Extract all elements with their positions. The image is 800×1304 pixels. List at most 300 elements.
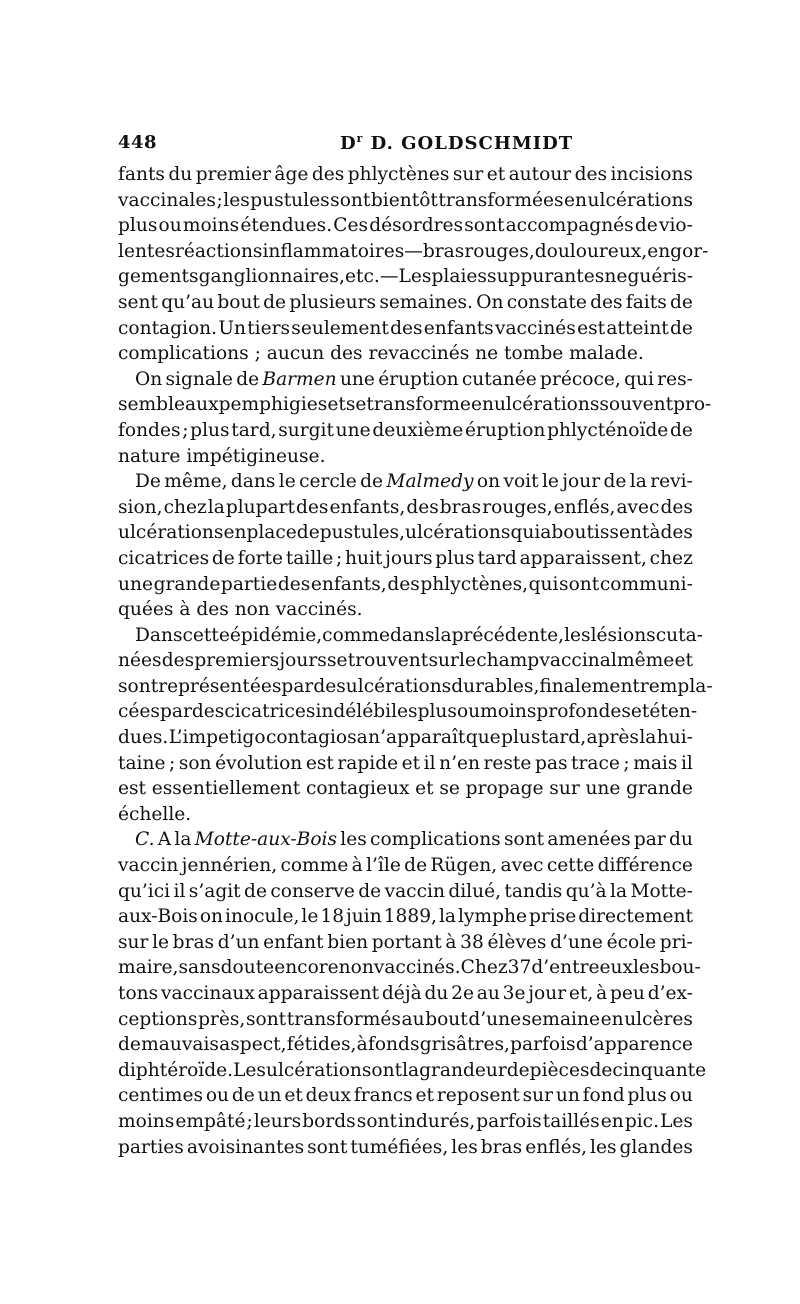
text-line <box>118 648 693 674</box>
word: de <box>670 317 693 339</box>
text-line <box>118 162 693 188</box>
word: des <box>196 599 235 621</box>
word: revi- <box>650 471 693 493</box>
word: ulcérations <box>345 675 452 697</box>
word: ulcérations <box>587 189 693 211</box>
word: profondes <box>536 701 631 723</box>
word: d’ex- <box>647 983 693 1004</box>
word: Les <box>398 266 432 288</box>
word: finalement <box>539 675 640 697</box>
word: près, <box>198 1008 246 1030</box>
word: en <box>470 394 494 416</box>
word: nature <box>118 445 187 467</box>
word: qu’à <box>565 880 607 902</box>
text-line <box>118 699 698 725</box>
word: res- <box>657 368 693 390</box>
word: et <box>674 650 693 672</box>
word: tons <box>118 983 159 1004</box>
word: cette <box>546 855 595 877</box>
word: faits <box>625 291 667 313</box>
word: par <box>281 675 314 697</box>
word: rouges, <box>464 240 535 262</box>
word: autour <box>508 164 572 185</box>
word: parfois <box>476 1110 542 1132</box>
word: encore <box>274 957 339 979</box>
word: avoisinantes <box>186 1136 305 1158</box>
word: épidémie, <box>229 624 323 646</box>
word: vaccinales <box>118 189 216 211</box>
word: douloureux, <box>534 240 648 262</box>
word: on <box>199 906 224 928</box>
text-line <box>118 1083 693 1109</box>
word: fétides, <box>286 1034 357 1056</box>
text-line <box>118 495 693 521</box>
word: cicatrices <box>224 701 316 723</box>
word: tandis <box>504 880 563 902</box>
word: du <box>424 983 449 1004</box>
word: l’île <box>366 855 401 877</box>
word: bou- <box>659 957 701 979</box>
word: cette <box>182 624 230 646</box>
page-header <box>118 132 693 158</box>
word: et <box>486 164 506 185</box>
word: ; <box>246 1110 253 1132</box>
word: sent <box>118 291 158 313</box>
word: inflammatoires <box>262 240 405 262</box>
word: la <box>639 727 657 749</box>
text-line <box>118 367 693 393</box>
word: d’une <box>468 1008 522 1030</box>
word: engor- <box>647 240 709 262</box>
word: maire, <box>118 957 179 979</box>
word: ou <box>456 701 481 723</box>
word: suppurantes <box>487 266 605 288</box>
text-line <box>118 469 693 495</box>
word: bout <box>425 1008 468 1030</box>
word: de <box>670 291 693 313</box>
word: une <box>585 778 621 800</box>
word: amenées <box>547 829 631 851</box>
word: premier <box>195 164 271 185</box>
word: le <box>459 650 476 672</box>
running-title-name: D. GOLDSCHMIDT <box>363 133 574 154</box>
word: ulcères <box>624 1008 693 1030</box>
text-line <box>118 623 703 649</box>
word: incisions <box>610 164 693 185</box>
word: pemphigies <box>218 394 328 416</box>
text-line <box>118 674 713 700</box>
word: éruption <box>465 419 546 441</box>
word: bientôt <box>370 189 438 211</box>
word: sur <box>452 164 484 185</box>
word: centimes <box>118 1085 203 1107</box>
word: ; <box>169 752 176 774</box>
word: et <box>284 1085 303 1107</box>
word: des <box>660 496 693 518</box>
word: au <box>476 983 500 1004</box>
word: contagieux <box>305 778 410 800</box>
word: qui <box>528 573 559 595</box>
word: jours <box>279 650 327 672</box>
word: la <box>402 1059 420 1081</box>
word: qu’ici <box>118 880 171 902</box>
text-line <box>118 904 693 930</box>
word: le <box>152 931 170 953</box>
word: élèves <box>487 931 547 953</box>
word: fondes <box>118 419 181 441</box>
word: champ <box>476 650 540 672</box>
word: mauvais <box>141 1034 219 1056</box>
word: rempla- <box>639 675 713 697</box>
word: du <box>669 829 693 851</box>
word: directement <box>578 906 693 928</box>
word: sur <box>522 1085 554 1107</box>
word: jours <box>385 547 433 569</box>
word: 37 <box>507 957 532 979</box>
word: un <box>555 1085 580 1107</box>
word: éten- <box>649 701 698 723</box>
word: plus <box>435 547 475 569</box>
word: plusieurs <box>289 291 377 313</box>
word: des <box>590 291 623 313</box>
word: les <box>590 1136 617 1158</box>
word: comme <box>280 855 349 877</box>
word: le <box>301 906 319 928</box>
word: des <box>406 496 439 518</box>
word: pustules, <box>319 522 405 544</box>
word: qui <box>624 368 654 390</box>
word: une <box>339 368 375 390</box>
word: taillés <box>542 1110 600 1132</box>
word: accompagnés <box>505 215 634 237</box>
word: aucun <box>266 343 331 365</box>
word: durables, <box>451 675 540 697</box>
text-line <box>118 1032 693 1058</box>
word: De <box>135 471 161 493</box>
word: ; <box>254 343 267 365</box>
word: sans <box>178 957 221 979</box>
word: des <box>311 164 345 185</box>
word: de <box>634 215 658 237</box>
word: bras <box>422 240 465 262</box>
word: pic. <box>624 1110 660 1132</box>
word: Motte- <box>630 880 693 902</box>
word: vaccinés. <box>373 957 461 979</box>
word: de <box>244 880 267 902</box>
word: transformés <box>286 1008 401 1030</box>
word: des <box>161 650 195 672</box>
word: réactions <box>174 240 263 262</box>
word: sont <box>464 215 505 237</box>
word: les <box>632 957 660 979</box>
word: L’impetigo <box>168 727 266 749</box>
word: grande <box>626 778 693 800</box>
word: différence <box>597 855 693 877</box>
word: vaccin <box>384 880 445 902</box>
word: ulcérations <box>493 394 600 416</box>
word: une <box>118 573 153 595</box>
word: impétigineuse. <box>186 445 326 467</box>
word: représentées <box>158 675 282 697</box>
text-line <box>118 930 693 956</box>
word: etc. <box>344 266 380 288</box>
word: que <box>465 727 501 749</box>
word: contagiosa <box>265 727 368 749</box>
word: huit <box>345 547 383 569</box>
word: des <box>387 573 420 595</box>
word: bout <box>217 291 260 313</box>
word: Les <box>660 1110 693 1132</box>
word: C. <box>135 829 155 851</box>
word: sur <box>428 650 459 672</box>
word: de <box>506 1059 530 1081</box>
word: à <box>356 1034 368 1056</box>
word: vaccin <box>118 855 179 877</box>
word: moins <box>182 215 240 237</box>
word: on <box>476 471 501 493</box>
word: 2e <box>451 983 474 1004</box>
word: atteint <box>606 317 669 339</box>
word: sur <box>118 931 149 953</box>
word: d’un <box>217 931 260 953</box>
word: deux <box>305 1085 352 1107</box>
word: cutanée <box>461 368 537 390</box>
word: fond <box>582 1085 625 1107</box>
word: d’entre <box>531 957 600 979</box>
word: par <box>159 701 192 723</box>
word: des <box>313 675 346 697</box>
word: ont <box>371 1059 403 1081</box>
word: peu <box>610 983 645 1004</box>
word: la <box>610 880 628 902</box>
word: de <box>211 547 235 569</box>
word: déjà <box>381 983 422 1004</box>
word: moins <box>118 1110 175 1132</box>
text-line <box>118 1007 693 1033</box>
running-title <box>340 132 573 154</box>
word: aux <box>185 394 219 416</box>
word: sont <box>307 1136 348 1158</box>
word: il <box>680 752 693 774</box>
page-number: 448 <box>118 132 158 153</box>
word: des <box>660 522 693 544</box>
word: eux <box>599 957 633 979</box>
word: ulcérations <box>118 522 224 544</box>
word: et <box>630 701 650 723</box>
word: plus <box>118 215 158 237</box>
word: ou <box>669 1085 693 1107</box>
word: rapide <box>337 752 399 774</box>
word: et <box>415 1085 434 1107</box>
word: inocule, <box>225 906 300 928</box>
word: ; <box>216 189 223 211</box>
word: jour <box>528 983 567 1004</box>
word: à <box>596 983 608 1004</box>
word: prise <box>528 906 577 928</box>
word: communi- <box>599 573 693 595</box>
word: cées <box>118 701 160 723</box>
word: tombe <box>504 343 570 365</box>
word: le <box>278 471 296 493</box>
word: Ces <box>333 215 369 237</box>
word: de <box>360 471 384 493</box>
word: dilué, <box>448 880 502 902</box>
word: apparaissent, <box>519 547 647 569</box>
word: transforme <box>366 394 471 416</box>
word: lentes <box>118 240 175 262</box>
text-line <box>118 418 693 444</box>
word: bras <box>439 496 482 518</box>
word: Chez <box>460 957 508 979</box>
word: indurés, <box>398 1110 476 1132</box>
word: forte <box>237 547 284 569</box>
word: en <box>600 1008 624 1030</box>
text-line <box>118 188 693 214</box>
word: propage <box>465 778 544 800</box>
word: plupart <box>225 496 296 518</box>
word: ; <box>182 419 189 441</box>
word: fonds <box>367 1034 420 1056</box>
word: est <box>305 752 334 774</box>
word: constate <box>506 291 587 313</box>
word: aboutissent <box>540 522 650 544</box>
word: dans <box>230 471 276 493</box>
word: cuta- <box>655 624 703 646</box>
word: à <box>351 855 363 877</box>
word: école <box>606 931 657 953</box>
word: qui <box>510 522 541 544</box>
word: non <box>234 599 276 621</box>
word: quées <box>118 599 180 621</box>
word: deuxième <box>372 419 464 441</box>
word: au <box>401 1008 425 1030</box>
word: la <box>174 829 192 851</box>
word: souvent <box>599 394 674 416</box>
text-line <box>118 955 701 981</box>
word: voit <box>503 471 539 493</box>
word: A <box>157 829 172 851</box>
text-line <box>118 1058 707 1084</box>
word: sont <box>330 189 371 211</box>
word: Barmen <box>262 368 337 390</box>
word: contagion. <box>118 317 218 339</box>
word: ne <box>604 266 628 288</box>
text-line <box>118 597 693 623</box>
word: enfants <box>423 317 494 339</box>
word: phlyctènes <box>347 164 450 185</box>
word: enfants, <box>329 496 406 518</box>
word: s’agit <box>188 880 241 902</box>
word: d’une <box>550 931 603 953</box>
word: de <box>236 368 260 390</box>
word: ulcérations <box>405 522 511 544</box>
word: enflés, <box>525 1136 588 1158</box>
word: ceptions <box>118 1008 198 1030</box>
text-line <box>118 213 693 239</box>
text-line <box>118 853 693 879</box>
word: revaccinés <box>368 343 476 365</box>
word: des <box>390 317 423 339</box>
word: semaine <box>521 1008 600 1030</box>
word: étendues. <box>240 215 333 237</box>
word: seulement <box>291 317 389 339</box>
word: tiers <box>247 317 291 339</box>
word: après <box>586 727 639 749</box>
word: sur <box>549 778 580 800</box>
word: cinquante <box>612 1059 707 1081</box>
word: tard, <box>540 727 587 749</box>
word: de <box>296 522 320 544</box>
word: avec <box>616 496 660 518</box>
word: sion, <box>118 496 163 518</box>
word: juin <box>346 906 382 928</box>
word: semaines. <box>379 291 473 313</box>
word: cercle <box>299 471 357 493</box>
word: mais <box>633 752 678 774</box>
word: sont <box>245 1008 287 1030</box>
word: dues. <box>118 727 169 749</box>
word: et <box>415 778 434 800</box>
word: complications <box>118 343 255 365</box>
word: des <box>296 496 329 518</box>
word: de <box>263 291 287 313</box>
word: moins <box>480 701 537 723</box>
word: vaccinés <box>494 317 576 339</box>
text-line <box>118 264 693 290</box>
word: ; <box>623 752 630 774</box>
word: une <box>335 419 371 441</box>
word: enfants, <box>310 573 387 595</box>
word: premiers <box>194 650 280 672</box>
word: phlyctènes, <box>420 573 529 595</box>
word: plus <box>627 1085 667 1107</box>
text-line <box>118 444 693 470</box>
word: de <box>589 1059 613 1081</box>
word: grande <box>153 573 221 595</box>
word: et, <box>568 983 594 1004</box>
word: éruption <box>378 368 459 390</box>
text-line <box>118 725 693 751</box>
word: enfant <box>263 931 324 953</box>
word: aux-Bois <box>118 906 198 928</box>
word: lymphe <box>457 906 527 928</box>
running-title-prefix: D <box>340 133 357 154</box>
word: dans <box>390 624 435 646</box>
word: du <box>168 164 193 185</box>
word: sont <box>503 829 545 851</box>
word: n’apparaît <box>368 727 466 749</box>
word: son <box>178 752 212 774</box>
word: surgit <box>278 419 334 441</box>
word: il <box>423 752 436 774</box>
word: 38 <box>460 931 484 953</box>
word: le <box>541 471 559 493</box>
word: d’apparence <box>575 1034 693 1056</box>
word: parties <box>118 1136 184 1158</box>
word: de <box>118 1034 141 1056</box>
word: parfois <box>510 1034 576 1056</box>
word: doute <box>220 957 275 979</box>
word: tard <box>477 547 517 569</box>
word: plus <box>417 701 457 723</box>
word: vaccinaux <box>160 983 255 1004</box>
word: ganglionnaires, <box>198 266 345 288</box>
text-line <box>118 802 693 828</box>
word: bras <box>172 931 215 953</box>
word: des <box>330 343 369 365</box>
text-line <box>118 239 709 265</box>
word: des <box>574 164 608 185</box>
